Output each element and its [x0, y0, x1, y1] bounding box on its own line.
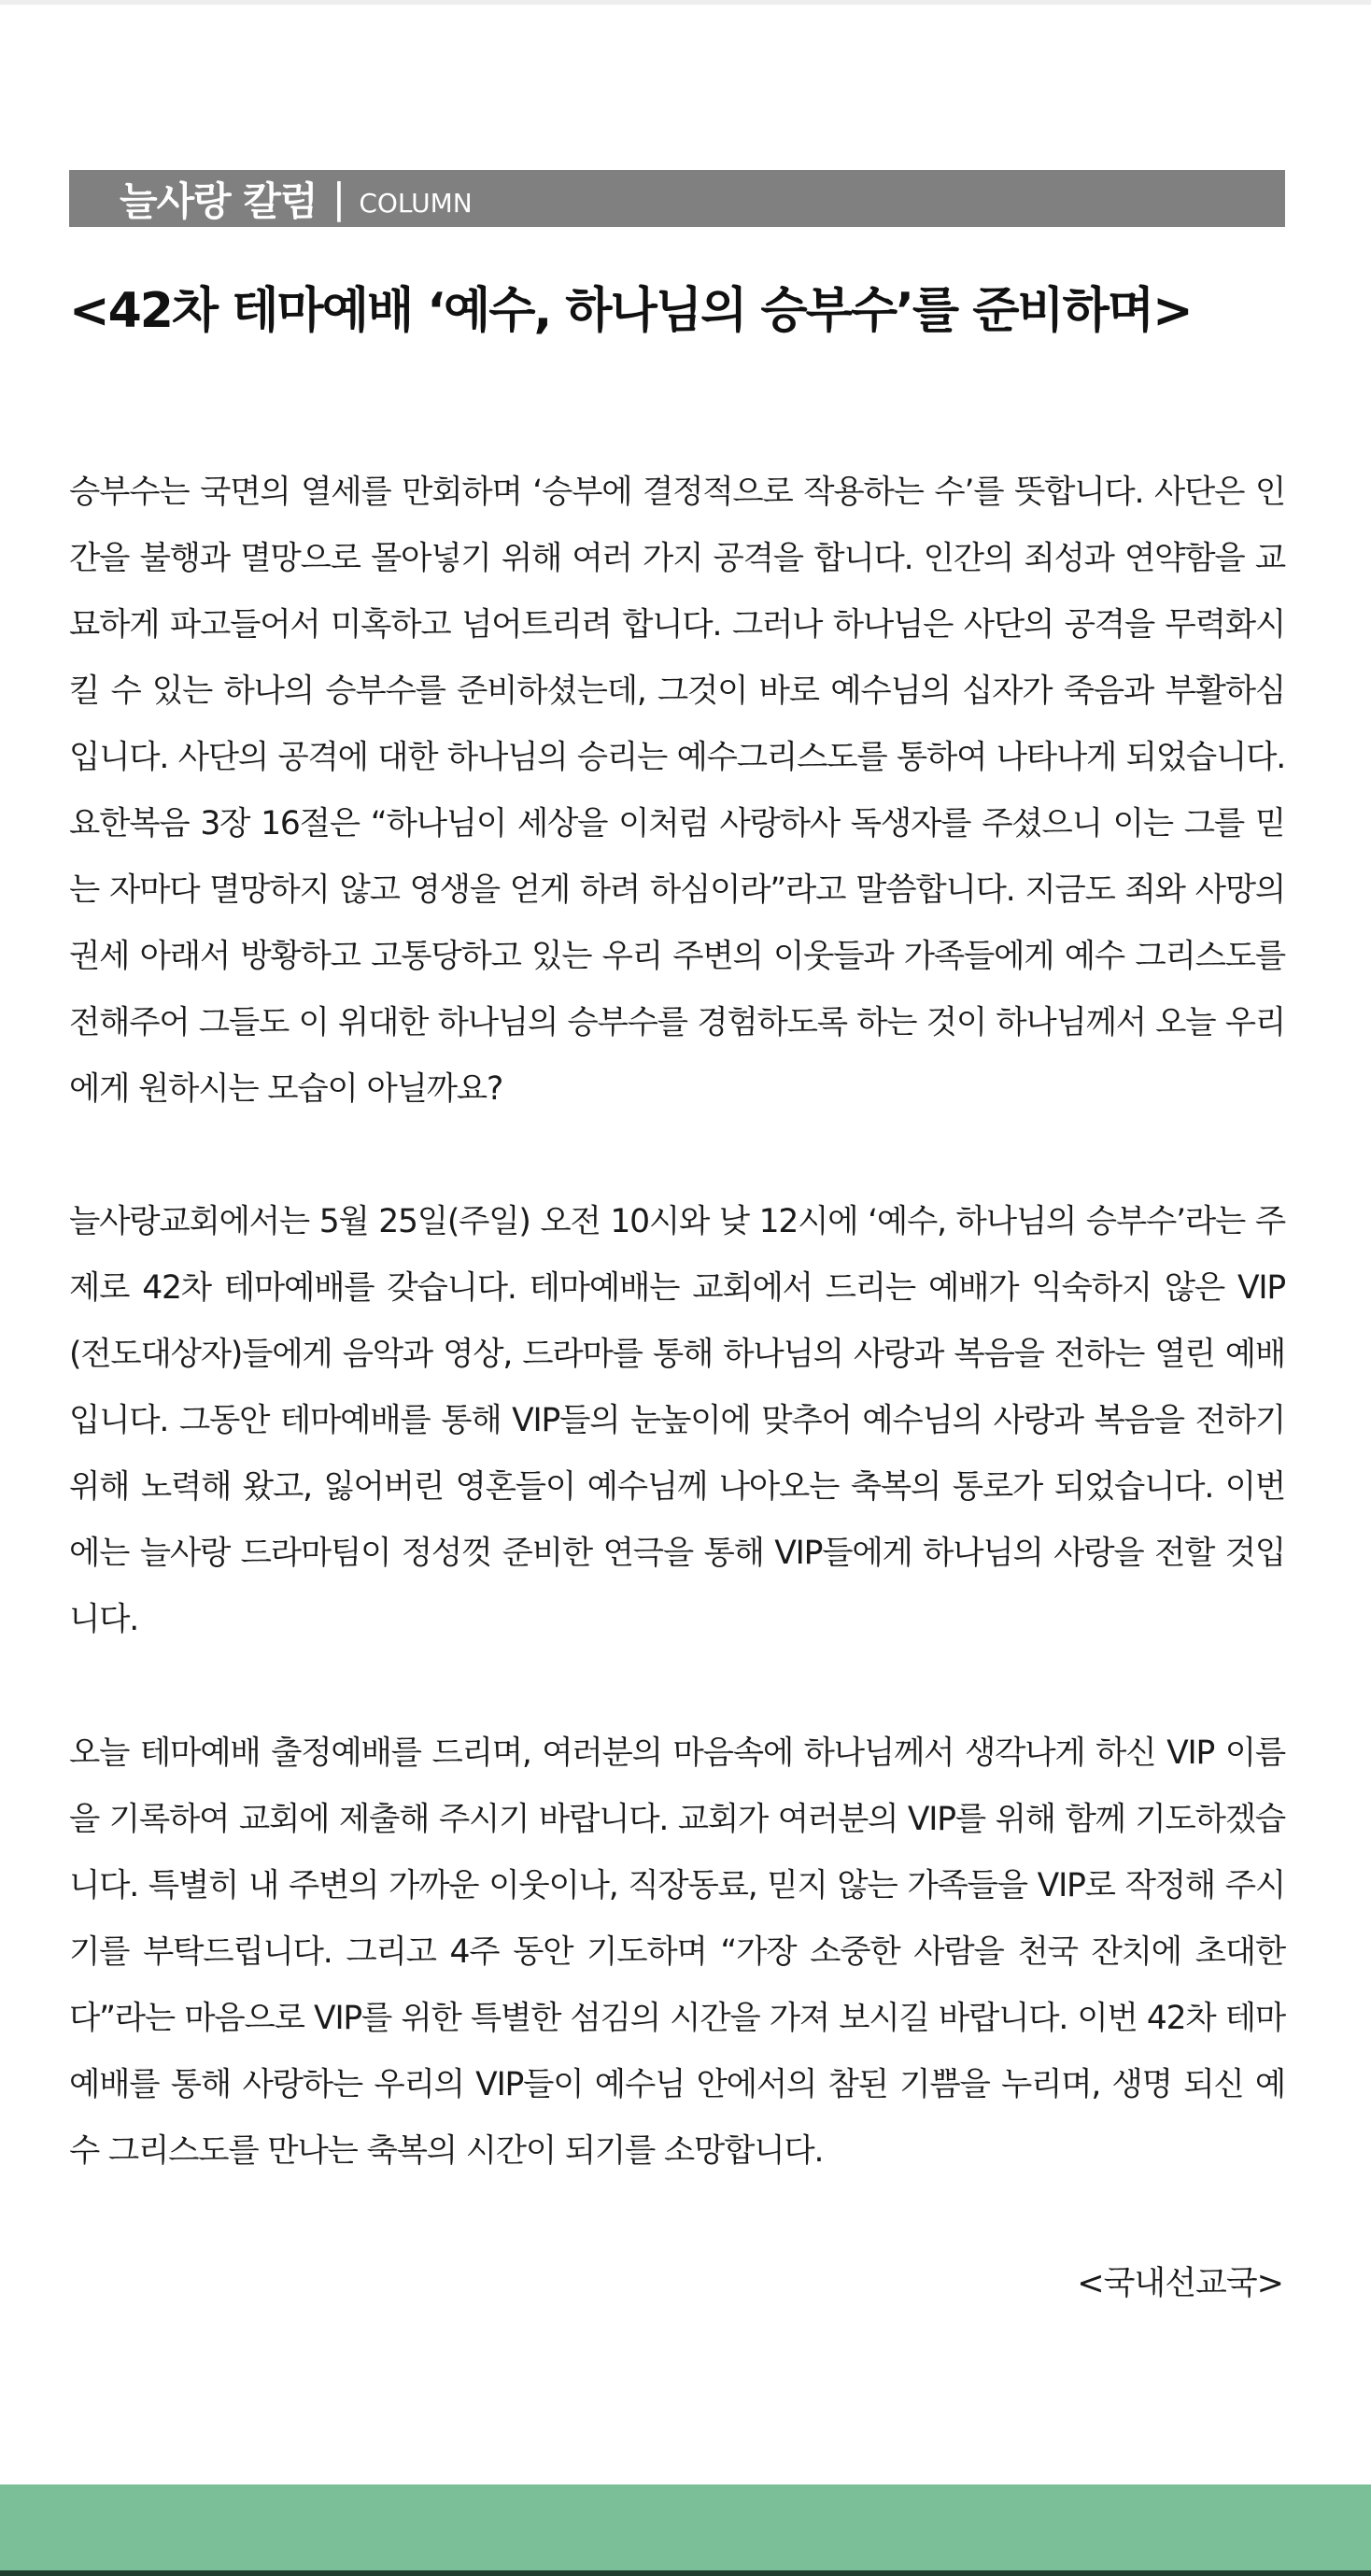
article-signature: <국내선교국> — [1077, 2265, 1283, 2302]
column-header-title: 늘사랑 칼럼 — [120, 177, 318, 224]
article-paragraph-1: 승부수는 국면의 열세를 만회하며 ‘승부에 결정적으로 작용하는 수’를 뜻합니다. 사단은 인간을 불행과 멸망으로 몰아넣기 위해 여러 가지 공격을 합니다. 인간의 죄성과 연약함을 교묘하게 파고들어서 미혹하고 넘어트리려 합니다. 그러나 하나님은 사단의 공격을 무력화시킬 수 있는 하나의 승부수를 준비하셨는데, 그것이 바로 예수님의 십자가 죽음과 부활하심입니다. 사단의 공격에 대한 하나님의 승리는 예수그리스도를 통하여 나타나게 되었습니다. 요한복음 3장 16절은 “하나님이 세상을 이처럼 사랑하사 독생자를 주셨으니 이는 그를 믿는 자마다 멸망하지 않고 영생을 얻게 하려 하심이라”라고 말씀합니다. 지금도 죄와 사망의 권세 아래서 방황하고 고통당하고 있는 우리 주변의 이웃들과 가족들에게 예수 그리스도를 전해주어 그들도 이 위대한 하나님의 승부수를 경험하도록 하는 것이 하나님께서 오늘 우리에게 원하시는 모습이 아닐까요? — [69, 474, 1285, 1108]
footer-bottom-line — [0, 2570, 1371, 2576]
top-rule — [0, 0, 1371, 5]
article-paragraph-3: 오늘 테마예배 출정예배를 드리며, 여러분의 마음속에 하나님께서 생각나게 하신 VIP 이름을 기록하여 교회에 제출해 주시기 바랍니다. 교회가 여러분의 VIP를 위해 함께 기도하겠습니다. 특별히 내 주변의 가까운 이웃이나, 직장동료, 믿지 않는 가족들을 VIP로 작정해 주시기를 부탁드립니다. 그리고 4주 동안 기도하며 “가장 소중한 사람을 천국 잔치에 초대한다”라는 마음으로 VIP를 위한 특별한 섬김의 시간을 가져 보시길 바랍니다. 이번 42차 테마예배를 통해 사랑하는 우리의 VIP들이 예수님 안에서의 참된 기쁨을 누리며, 생명 되신 예수 그리스도를 만나는 축복의 시간이 되기를 소망합니다. — [69, 1734, 1285, 2170]
article-title: <42차 테마예배 ‘예수, 하나님의 승부수’를 준비하며> — [69, 283, 1192, 339]
column-header-subtitle: COLUMN — [359, 188, 473, 219]
footer-band — [0, 2484, 1371, 2570]
column-header-bar — [69, 170, 1285, 227]
column-header-separator: | — [332, 175, 346, 222]
article-paragraph-2: 늘사랑교회에서는 5월 25일(주일) 오전 10시와 낮 12시에 ‘예수, 하나님의 승부수’라는 주제로 42차 테마예배를 갖습니다. 테마예배는 교회에서 드리는 예배가 익숙하지 않은 VIP(전도대상자)들에게 음악과 영상, 드라마를 통해 하나님의 사랑과 복음을 전하는 열린 예배입니다. 그동안 테마예배를 통해 VIP들의 눈높이에 맞추어 예수님의 사랑과 복음을 전하기 위해 노력해 왔고, 잃어버린 영혼들이 예수님께 나아오는 축복의 통로가 되었습니다. 이번에는 늘사랑 드라마팀이 정성껏 준비한 연극을 통해 VIP들에게 하나님의 사랑을 전할 것입니다. — [69, 1203, 1285, 1638]
